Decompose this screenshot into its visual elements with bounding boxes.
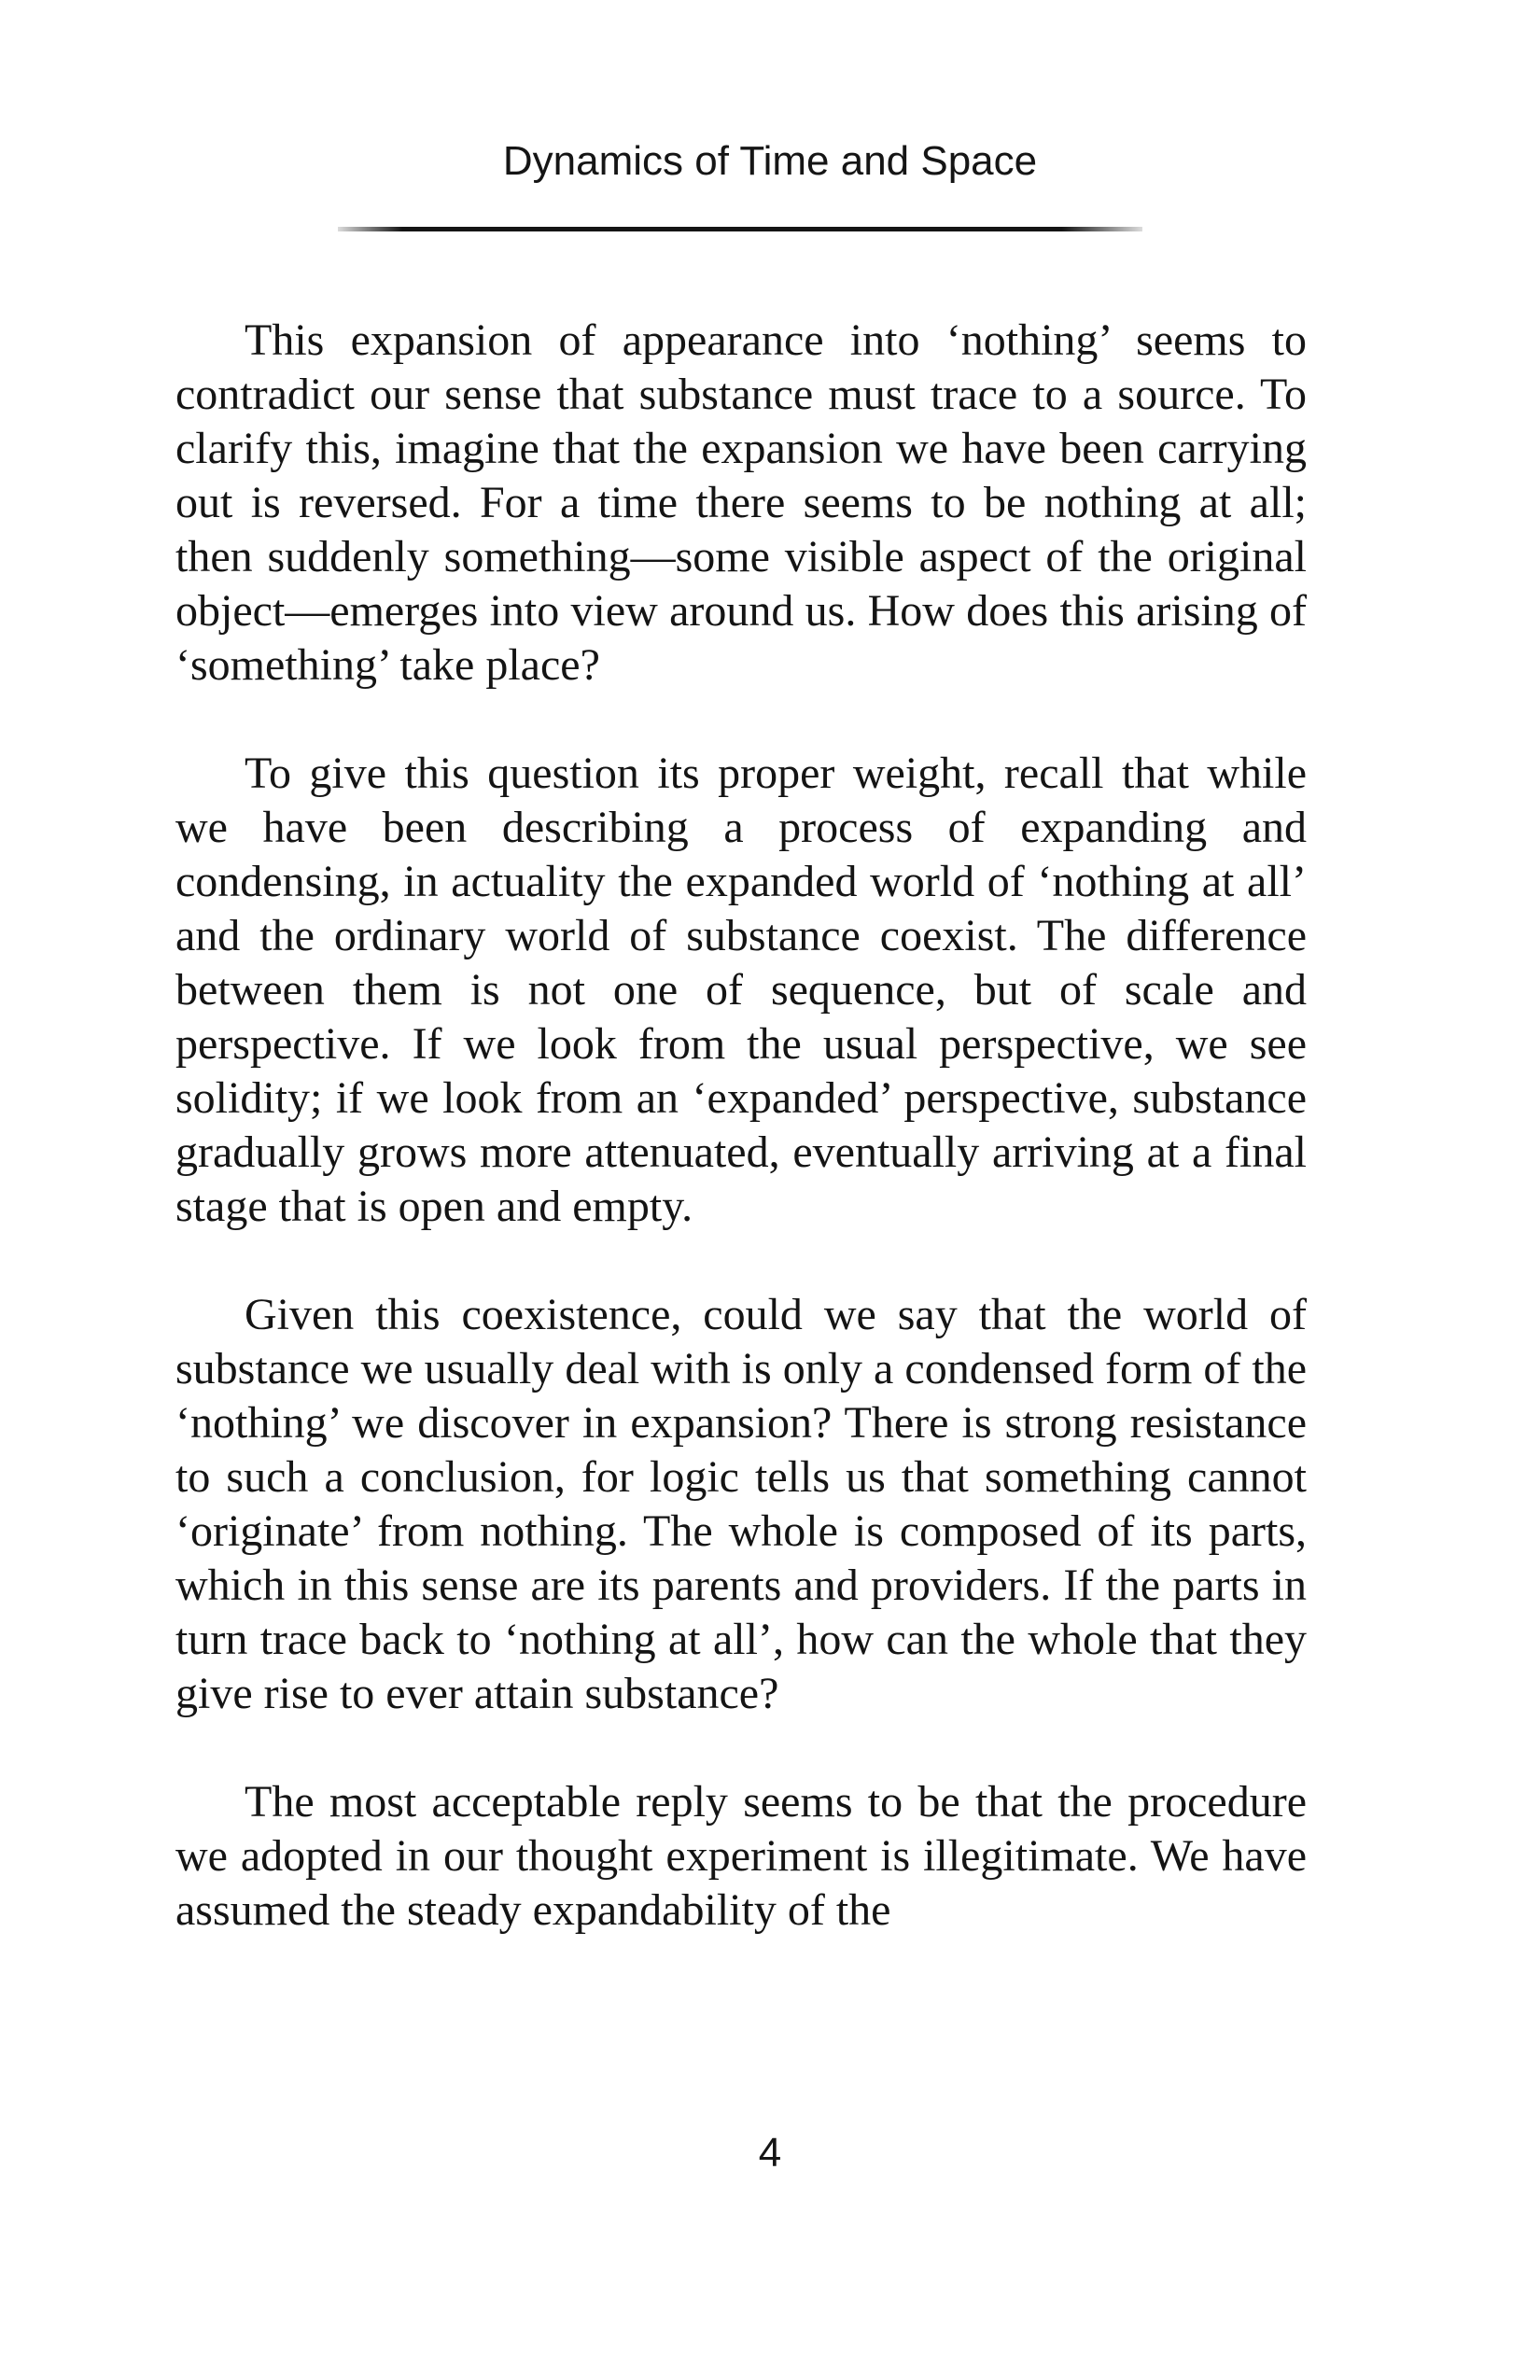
header-rule	[338, 227, 1142, 231]
paragraph-1: This expansion of appearance into ‘nothing’ seems to contradict our sense that substance must trace to a source. To clarify this, imagine that the expansion we have been carrying out is reversed. For a time there seems to be nothing at all; then suddenly something—some visible aspect of the original object—emerges into view around us. How does this arising of ‘something’ take place?	[175, 315, 1307, 690]
paragraph-2: To give this question its proper weight, recall that while we have been describing a process of expanding and condensing, in actuality the expanded world of ‘nothing at all’ and the ordinary world of substance coexist. The difference between them is not one of sequence, but of scale and perspective. If we look from the usual perspective, we see solidity; if we look from an ‘expanded’ perspective, substance gradually grows more attenuated, eventually arriving at a final stage that is open and empty.	[175, 749, 1307, 1231]
running-head-title: Dynamics of Time and Space	[502, 138, 1038, 184]
page-body	[175, 314, 1307, 1992]
paragraph-3: Given this coexistence, could we say that the world of substance we usually deal with is only a condensed form of the ‘nothing’ we discover in expansion? There is strong resistance to such a conclusion, for logic tells us that something cannot ‘originate’ from nothing. The whole is composed of its parts, which in this sense are its parents and providers. If the parts in turn trace back to ‘nothing at all’, how can the whole that they give rise to ever attain substance?	[175, 1290, 1307, 1718]
paragraph-4: The most acceptable reply seems to be that the procedure we adopted in our thought experiment is illegitimate. We have assumed the steady expandability of the	[175, 1777, 1307, 1935]
page-number: 4	[758, 2130, 782, 2176]
